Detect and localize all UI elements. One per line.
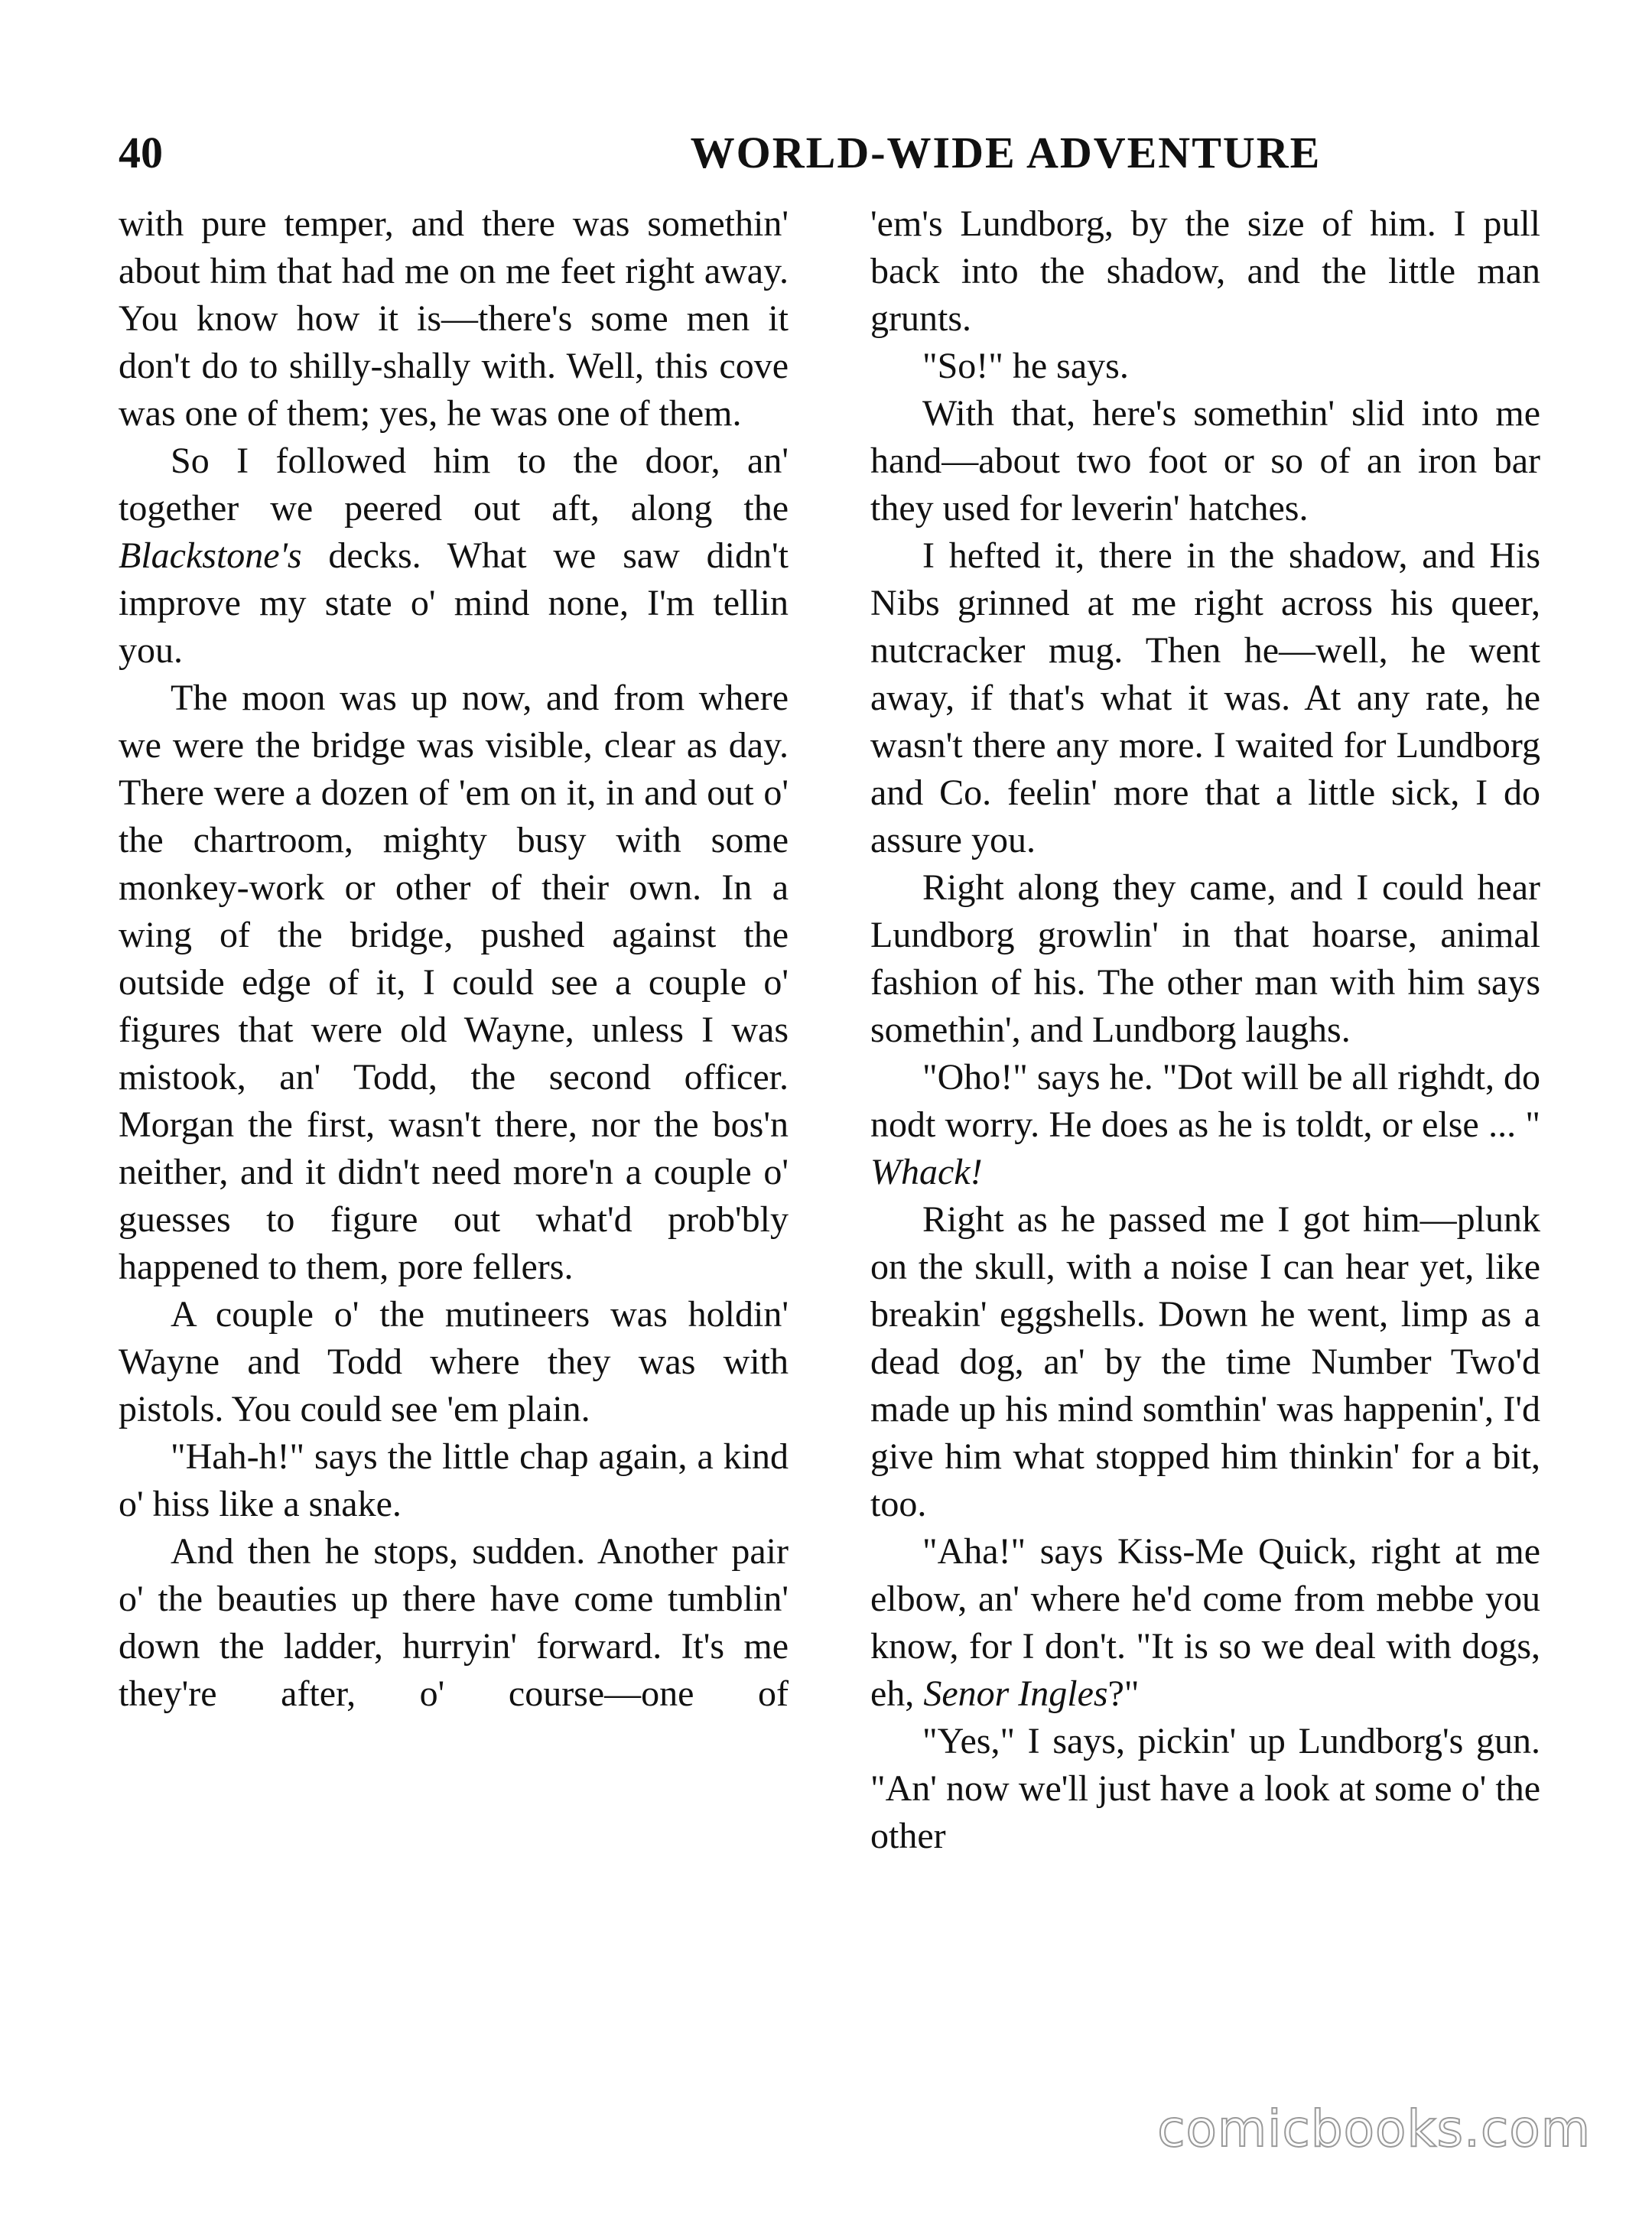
- paragraph: I hefted it, there in the shadow, and His Nibs grinned at me right across his queer, nutcracker mug. Then he—well, he went away, if that's what it was. At any rate, he wasn't there any more. I waited for Lundborg and Co. feelin' more that a little sick, I do assure you.: [870, 535, 1540, 860]
- paragraph: A couple o' the mutineers was holdin' Wayne and Todd where they was with pistols. You could see 'em plain.: [119, 1294, 789, 1429]
- ship-name: Blackstone's: [119, 535, 302, 576]
- paragraph: The moon was up now, and from where we were the bridge was visible, clear as day. There were a dozen of 'em on it, in and out o' the chartroom, mighty busy with some monkey-work or other of their own. In a wing of the bridge, pushed against the outside edge of it, I could see a couple o' figures that were old Wayne, unless I was mistook, an' Todd, the second officer. Morgan the first, wasn't there, nor the bos'n neither, and it didn't need more'n a couple o' guesses to figure out what'd prob'bly happened to them, pore fellers.: [119, 678, 789, 1287]
- paragraph: Right as he passed me I got him—plunk on the skull, with a noise I can hear yet, like breakin' eggshells. Down he went, limp as a dead dog, an' by the time Number Two'd made up his mind somthin' was happenin', I'd give him what stopped him thinkin' for a bit, too.: [870, 1199, 1540, 1524]
- paragraph-text: decks. What we saw didn't improve my state o' mind none, I'm tellin you.: [119, 535, 789, 671]
- paragraph: [870, 1054, 1540, 1196]
- foreign-phrase: Senor Ingles: [923, 1673, 1108, 1714]
- page-header: [119, 122, 1533, 184]
- paragraph-text: ?": [1107, 1673, 1140, 1714]
- right-column: [870, 200, 1540, 1860]
- paragraph: with pure temper, and there was somethin' about him that had me on me feet right away. You know how it is—there's some men it don't do to shilly-shally with. Well, this cove was one of them; yes, he was one of them.: [119, 203, 789, 434]
- paragraph: And then he stops, sudden. Another pair o' the beauties up there have come tumblin' down the ladder, hurryin' forward. It's me they're after, o' course—one of: [119, 1531, 789, 1714]
- paragraph-text: So I followed him to the door, an' together we peered out aft, along the: [119, 441, 789, 528]
- running-title: WORLD-WIDE ADVENTURE: [690, 128, 1322, 177]
- page-number: 40: [119, 128, 163, 177]
- paragraph: "So!" he says.: [922, 346, 1129, 386]
- paragraph: Right along they came, and I could hear Lundborg growlin' in that hoarse, animal fashion of his. The other man with him says somethin', and Lundborg laughs.: [870, 867, 1540, 1050]
- left-column: [119, 200, 789, 1718]
- paragraph: "Yes," I says, pickin' up Lundborg's gun. "An' now we'll just have a look at some o' the other: [870, 1721, 1540, 1856]
- paragraph: [119, 437, 789, 675]
- paragraph-text: "Oho!" says he. "Dot will be all righdt, do nodt worry. He does as he is toldt, or else ... ": [870, 1057, 1541, 1145]
- paragraph: 'em's Lundborg, by the size of him. I pull back into the shadow, and the little man grunts.: [870, 203, 1540, 339]
- watermark: comicbooks.com: [1157, 2099, 1591, 2158]
- paragraph-text: "Aha!" says Kiss-Me Quick, right at me elbow, an' where he'd come from mebbe you know, for I don't. "It is so we deal with dogs, eh,: [870, 1531, 1540, 1714]
- paragraph: [870, 1528, 1540, 1718]
- paragraph: "Hah-h!" says the little chap again, a kind o' hiss like a snake.: [119, 1436, 789, 1524]
- paragraph: With that, here's somethin' slid into me hand—about two foot or so of an iron bar they used for leverin' hatches.: [870, 393, 1540, 528]
- sound-effect: Whack!: [870, 1152, 983, 1192]
